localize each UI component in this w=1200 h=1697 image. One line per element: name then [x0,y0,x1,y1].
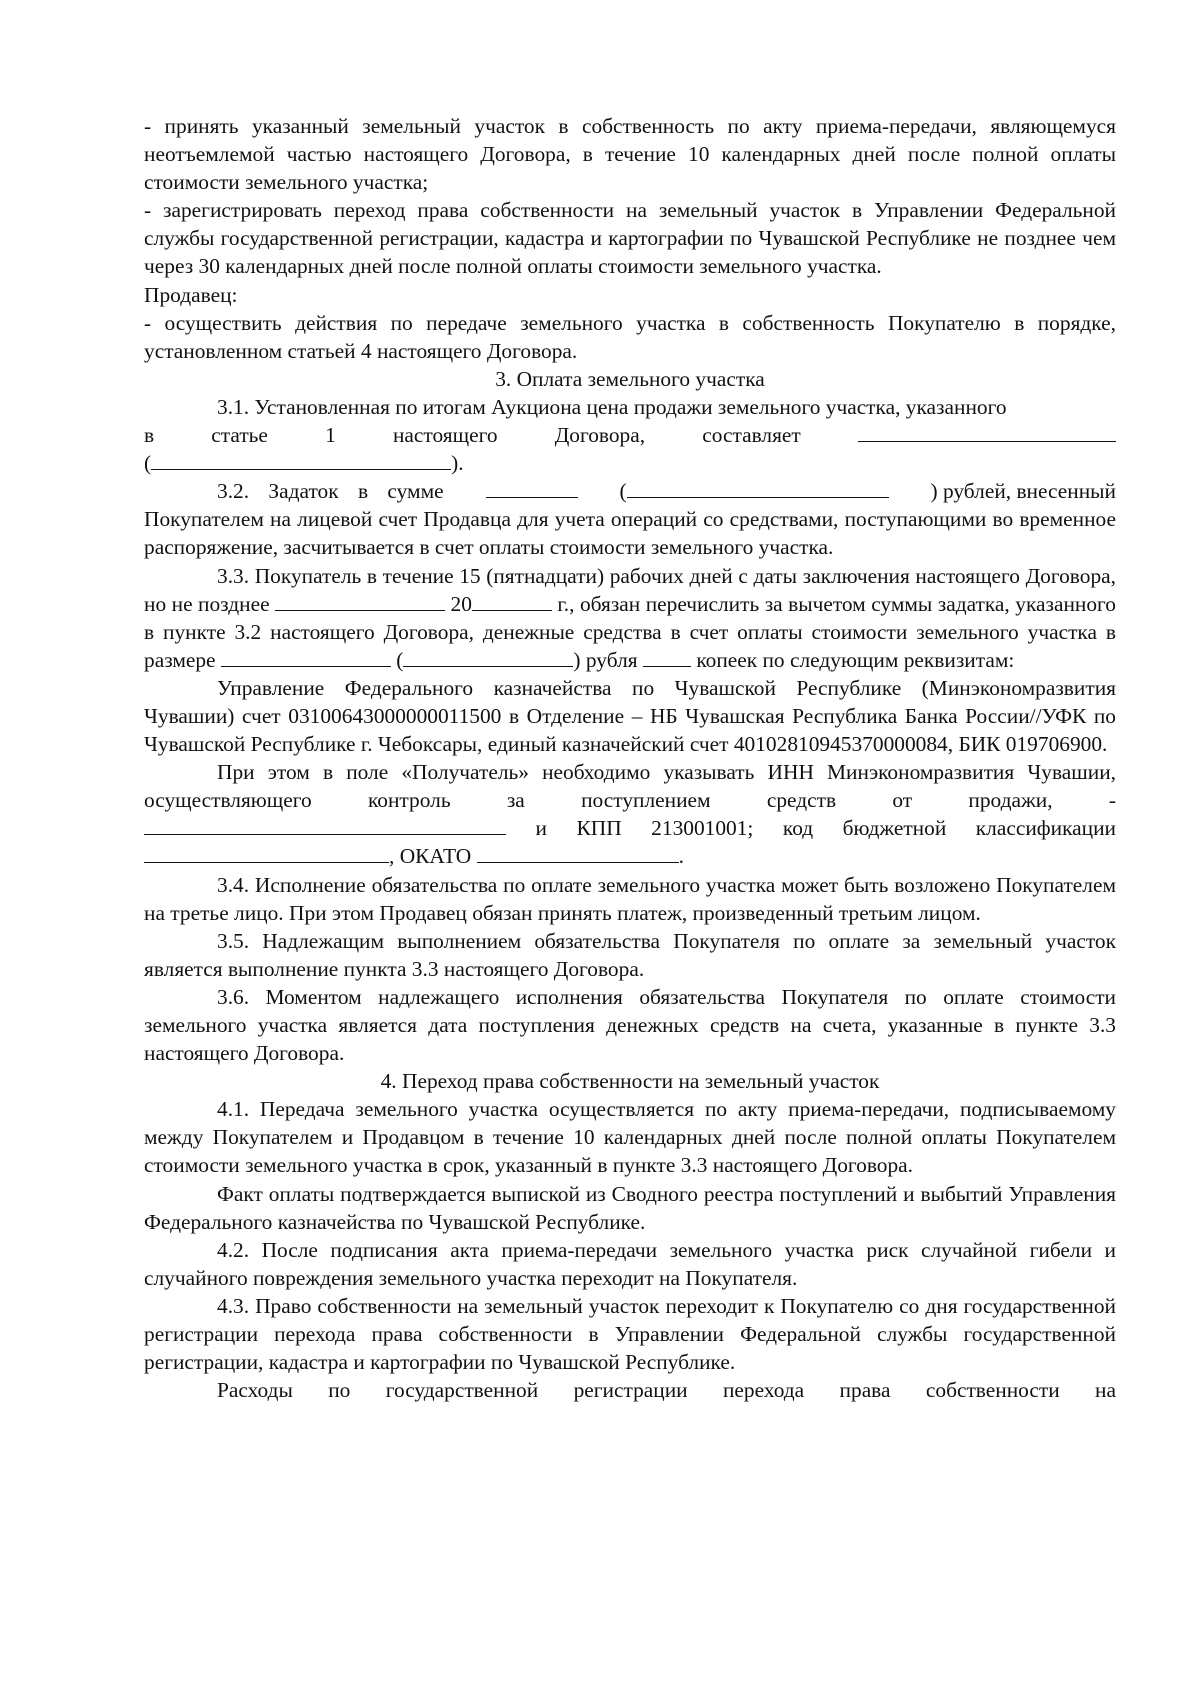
word: регистрации [573,1378,688,1403]
clause-4-1: 4.1. Передача земельного участка осуществляется по акту приема-передачи, подписываемому между Покупателем и Продавцом в течение 10 календарных дней после полной оплаты Покупателем стоимости земельного участка в срок, указанный в пункте 3.3 настоящего Договора. [144,1097,1116,1178]
payment-fact-paragraph: Факт оплаты подтверждается выпиской из Сводного реестра поступлений и выбытий Управления Федерального казначейства по Чувашской Республике. [144,1181,1116,1234]
buyer-accept-clause: - принять указанный земельный участок в собственность по акту приема-передачи, являющемуся неотъемлемой частью настоящего Договора, в течение 10 календарных дней после полной оплаты стоимости земельного участка; [144,114,1116,195]
paren-close: ). [451,451,464,476]
clause-3-1-line1: 3.1. Установленная по итогам Аукциона цена продажи земельного участка, указанного [217,394,1007,419]
word: по [328,1378,351,1403]
recipient-blank [144,814,506,835]
clause-3-2-text: 3.2. Задаток в сумме [217,479,444,504]
clause-3-6: 3.6. Моментом надлежащего исполнения обязательства Покупателя по оплате стоимости земельного участка является дата поступления денежных средств на счета, указанные в пункте 3.3 настоящего Договора. [144,984,1116,1066]
buyer-register-clause: - зарегистрировать переход права собственности на земельный участок в Управлении Федеральной службы государственной регистрации, кадастра и картографии по Чувашской Республике не позднее чем через 30 календарных дней после полной оплаты стоимости земельного участка. [144,198,1116,279]
clause-4-2: 4.2. После подписания акта приема-передачи земельного участка риск случайной гибели и случайного повреждения земельного участка переходит на Покупателя. [144,1237,1116,1290]
okato-blank [477,842,679,863]
year-blank [472,590,552,611]
word: собственности [925,1378,1060,1403]
deposit-words-blank [627,477,889,498]
section-3-heading: 3. Оплата земельного участка [495,366,765,391]
word: составляет [702,423,801,448]
amount-words-blank [403,646,573,667]
paren-open: ( [144,451,152,476]
word: 1 [325,423,336,448]
section-4-heading: 4. Переход права собственности на земельный участок [380,1069,880,1094]
clause-3-2-line1 [144,477,1116,505]
price-blank [858,421,1116,442]
expenses-line [144,1376,1116,1404]
word: в [144,423,155,448]
deadline-blank [275,590,445,611]
word: статье [211,423,268,448]
clause-4-3: 4.3. Право собственности на земельный участок переходит к Покупателю со дня государственной регистрации перехода права собственности в Управлении Федеральной службы государственной регистрации, кадастра и картографии по Чувашской Республике. [144,1293,1116,1375]
seller-label: Продавец: [144,282,238,307]
clause-3-1-line3 [144,449,1116,477]
word: на [1095,1378,1116,1403]
amount-blank [221,646,391,667]
recipient-paragraph: При этом в поле «Получатель» необходимо указывать ИНН Минэкономразвития Чувашии, осуществляющего контроль за поступлением средств от продажи, - и КПП 213001001; код бюджетной классификации , ОКАТО . [144,760,1116,869]
seller-actions-clause: - осуществить действия по передаче земельного участка в собственность Покупателю в порядке, установленном статьей 4 настоящего Договора. [144,310,1116,363]
requisites-paragraph: Управление Федерального казначейства по Чувашской Республике (Минэкономразвития Чувашии) счет 03100643000000011500 в Отделение – НБ Чувашская Республика Банка России//УФК по Чувашской Республике г. Чебоксары, единый казначейский счет 40102810945370000084, БИК 019706900. [144,675,1116,757]
clause-3-3: 3.3. Покупатель в течение 15 (пятнадцати) рабочих дней с даты заключения настоящего Договора, но не позднее 20 г., обязан перечислить за вычетом суммы задатка, указанного в пункте 3.2 настоящего Договора, денежные средства в счет оплаты стоимости земельного участка в размере ( ) рубля копеек по следующим реквизитам: [144,563,1116,672]
word: Договора, [554,423,646,448]
clause-3-2-tail: ) рублей, внесенный [930,479,1116,504]
word: государственной [385,1378,539,1403]
word: Расходы [217,1378,293,1403]
kopeks-blank [643,646,691,667]
kbk-blank [144,842,389,863]
word: перехода [722,1378,805,1403]
price-words-blank [151,449,451,470]
clause-3-5: 3.5. Надлежащим выполнением обязательства Покупателя по оплате за земельный участок является выполнение пункта 3.3 настоящего Договора. [144,928,1116,981]
clause-3-1-line2 [144,421,1116,449]
deposit-blank [486,477,578,498]
clause-3-4: 3.4. Исполнение обязательства по оплате земельного участка может быть возложено Покупателем на третье лицо. При этом Продавец обязан принять платеж, произведенный третьим лицом. [144,872,1116,925]
paren-open: ( [619,477,888,505]
clause-3-2-rest: Покупателем на лицевой счет Продавца для учета операций со средствами, поступающими во временное распоряжение, засчитывается в счет оплаты стоимости земельного участка. [144,507,1116,560]
word: права [839,1378,891,1403]
word: настоящего [392,423,498,448]
